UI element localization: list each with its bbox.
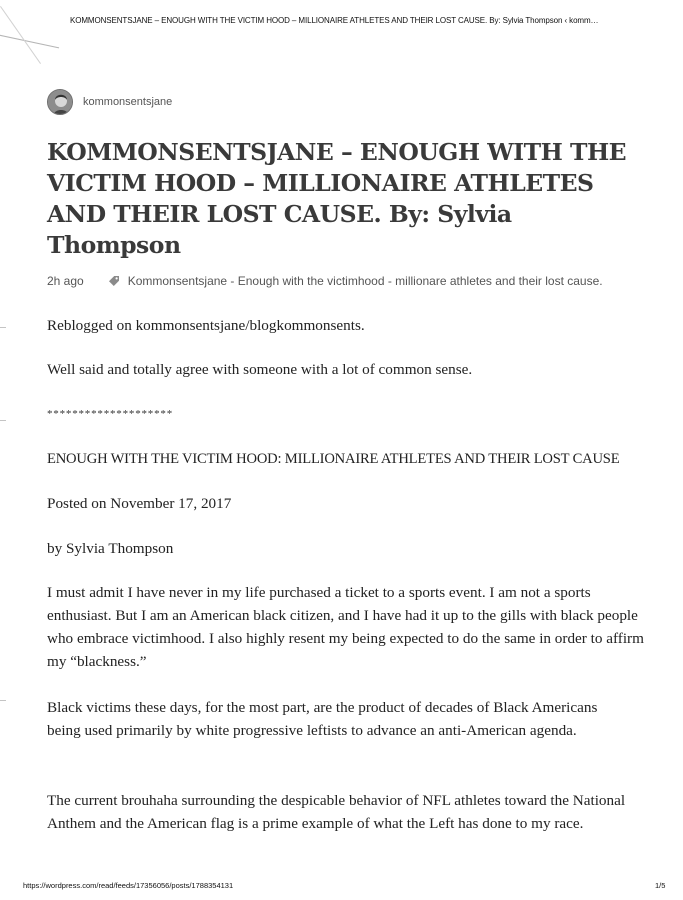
page-number: 1/5 (655, 881, 666, 890)
avatar[interactable] (47, 89, 73, 115)
posted-on: Posted on November 17, 2017 (47, 495, 232, 512)
byline: by Sylvia Thompson (47, 540, 174, 557)
separator-line: ******************** (47, 408, 173, 420)
paragraph-1: I must admit I have never in my life purchased a ticket to a sports event. I am not a sports enthusiast. But I am an American black citizen, and I have had it up to the gills with black people who embrace victimhood. I also highly resent my being expected to do the same in order to affirm my “blackness.” (47, 584, 644, 670)
article-heading: ENOUGH WITH THE VICTIM HOOD: MILLIONAIRE ATHLETES AND THEIR LOST CAUSE (47, 451, 620, 467)
scan-edge-mark (0, 420, 6, 421)
post-title[interactable]: KOMMONSENTSJANE – ENOUGH WITH THE VICTIM HOOD – MILLIONAIRE ATHLETES AND THEIR LOST CAUSE. By: Sylvia Thompson (47, 138, 627, 259)
reblogged-line: Reblogged on kommonsentsjane/blogkommonsents. (47, 317, 365, 334)
post-tag[interactable]: Kommonsentsjane - Enough with the victimhood - millionare athletes and their lost cause. (127, 274, 603, 288)
scan-edge-mark (0, 700, 6, 701)
comment-line: Well said and totally agree with someone with a lot of common sense. (47, 361, 473, 378)
footer-url: https://wordpress.com/read/feeds/17356056/posts/1788354131 (23, 881, 234, 890)
tag-icon (108, 275, 120, 287)
paragraph-2: Black victims these days, for the most part, are the product of decades of Black Americans being used primarily by white progressive leftists to advance an anti-American agenda. (47, 699, 598, 739)
author-row[interactable] (47, 89, 172, 115)
scan-edge-mark (0, 327, 6, 328)
paragraph-3: The current brouhaha surrounding the despicable behavior of NFL athletes toward the National Anthem and the American flag is a prime example of what the Left has done to my race. (47, 792, 626, 832)
scan-fold-mark (0, 0, 62, 70)
print-header: KOMMONSENTSJANE – ENOUGH WITH THE VICTIM HOOD – MILLIONAIRE ATHLETES AND THEIR LOST CAUSE. By: Sylvia Thompson ‹ komm… (70, 16, 599, 25)
author-name[interactable]: kommonsentsjane (83, 96, 173, 108)
post-meta (47, 274, 667, 288)
post-time[interactable]: 2h ago (47, 274, 84, 288)
